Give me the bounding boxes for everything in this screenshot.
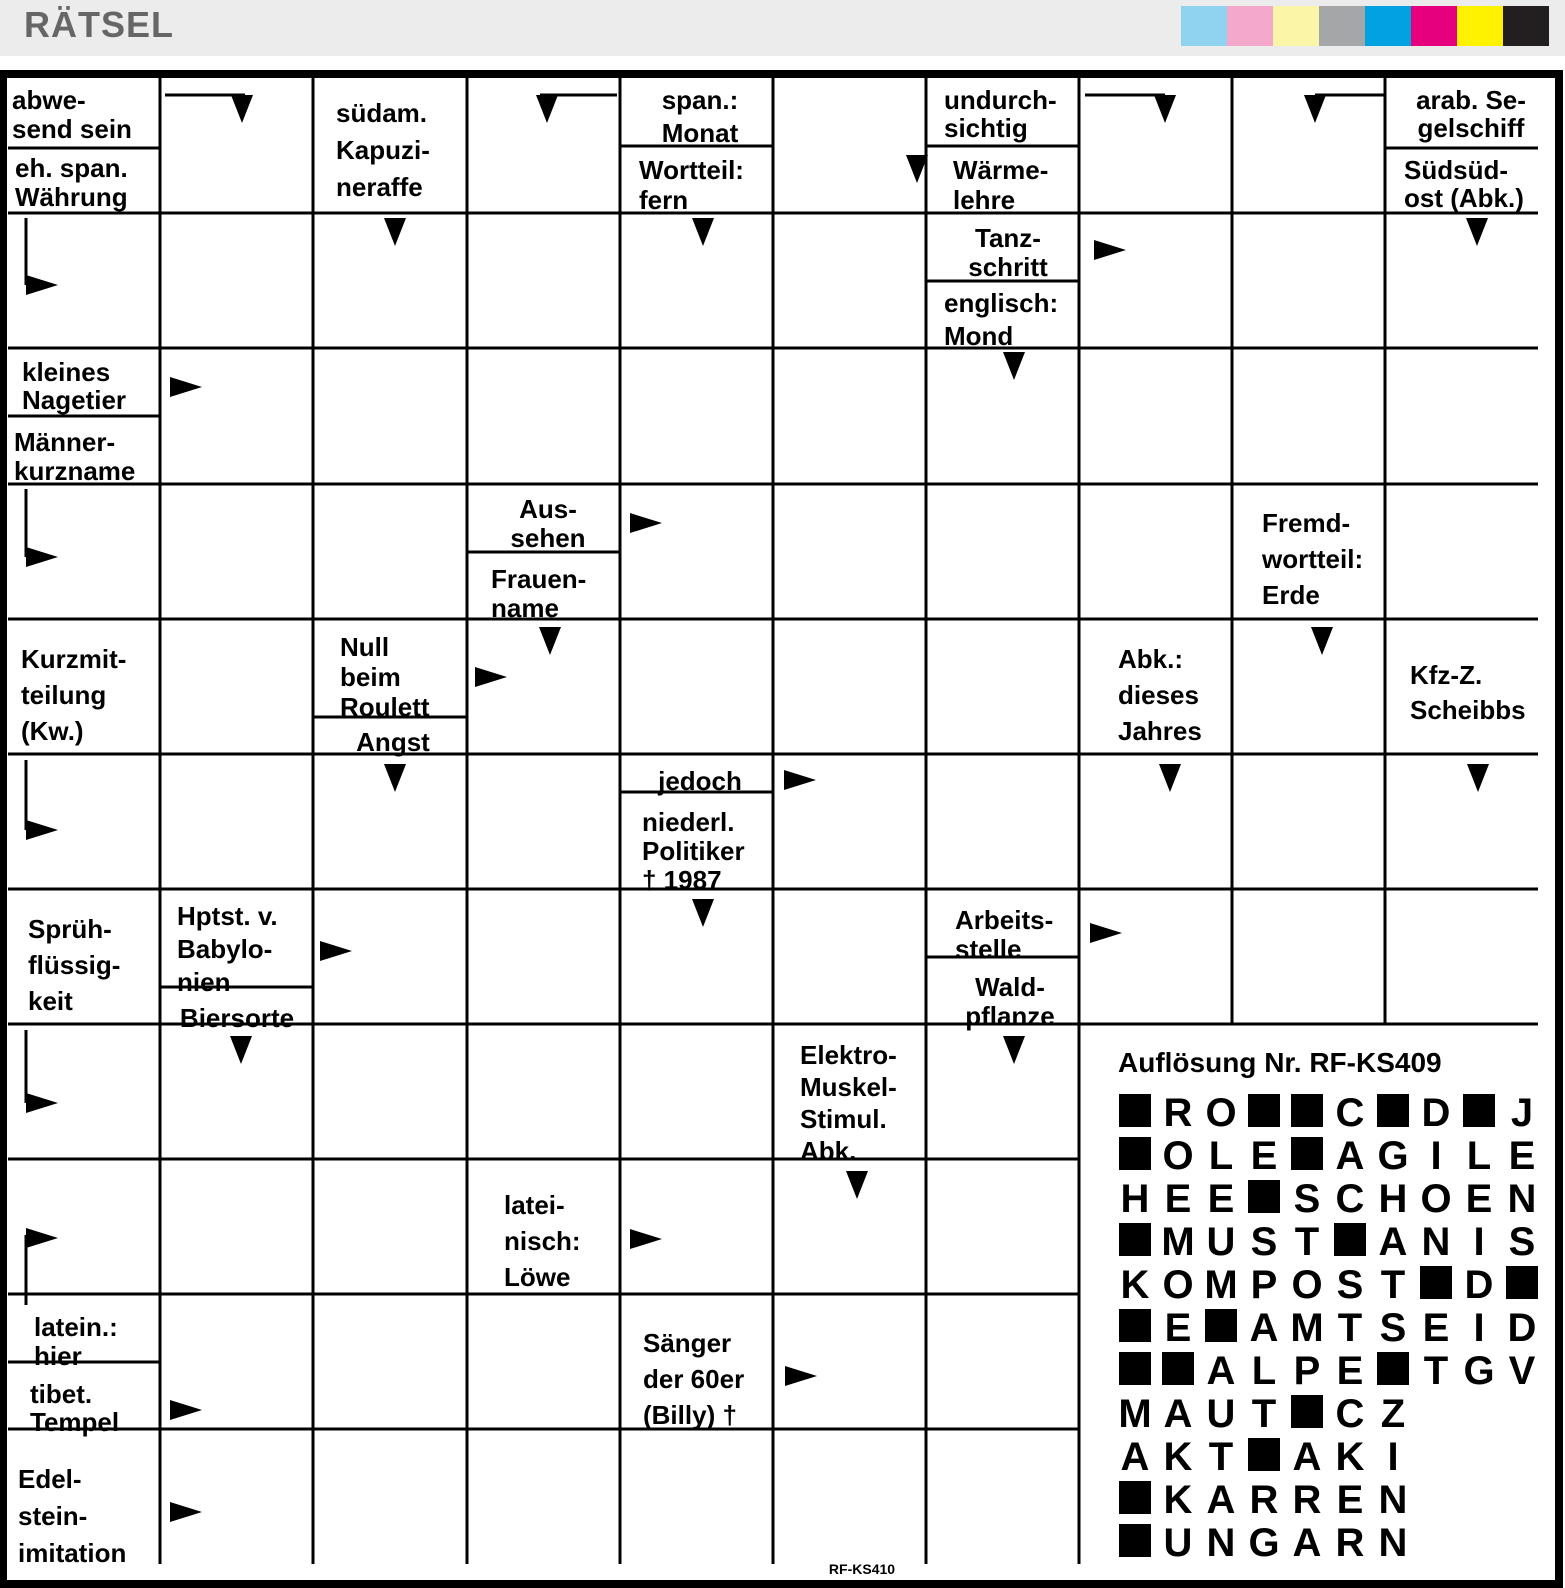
grid-cell[interactable] [1081, 891, 1230, 1022]
clue-suedsuedost: Südsüd-ost (Abk.) [1404, 155, 1524, 213]
solution-letter: A [1206, 1478, 1236, 1522]
solution-block [1162, 1352, 1194, 1385]
solution-letter: I [1473, 1306, 1485, 1350]
grid-cell[interactable] [1234, 215, 1383, 346]
grid-cell[interactable] [162, 486, 311, 617]
grid-cell[interactable] [928, 621, 1077, 752]
grid-cell[interactable] [1081, 350, 1230, 482]
grid-cell[interactable] [1081, 756, 1230, 887]
solution-letter: D [1464, 1263, 1494, 1307]
solution-block [1506, 1266, 1538, 1299]
clue-eh-span-waehrung: eh. span. Währung [15, 153, 128, 212]
clue-waldpflanze: Wald-pflanze [965, 972, 1055, 1031]
solution-letter: S [1336, 1263, 1364, 1307]
solution-letter: N [1421, 1220, 1451, 1264]
solution-letter: E [1465, 1177, 1493, 1221]
solution-block [1334, 1223, 1366, 1256]
solution-letter: M [1204, 1263, 1238, 1307]
grid-cell[interactable] [928, 1296, 1077, 1427]
solution-letter: K [1335, 1435, 1365, 1479]
solution-letter: D [1421, 1091, 1451, 1135]
grid-cell[interactable] [1387, 891, 1536, 1022]
solution-letter: S [1379, 1306, 1407, 1350]
grid-cell[interactable] [315, 1431, 465, 1562]
grid-cell[interactable] [622, 1431, 771, 1562]
clue-spruehfluessigkeit: Sprüh-flüssig-keit [28, 914, 121, 1016]
grid-cell[interactable] [162, 215, 311, 346]
grid-cell[interactable] [622, 486, 771, 617]
solution-letter: R [1249, 1478, 1279, 1522]
page-title: RÄTSEL [24, 4, 174, 45]
solution-letter: N [1378, 1521, 1408, 1565]
solution-letter: O [1162, 1134, 1194, 1178]
clue-edelsteinimitation: Edel-stein-imitation [18, 1464, 127, 1568]
grid-cell[interactable] [10, 1161, 158, 1292]
solution-letter: K [1163, 1478, 1193, 1522]
grid-cell[interactable] [928, 1161, 1077, 1292]
solution-block [1377, 1094, 1409, 1127]
solution-block [1119, 1309, 1151, 1342]
solution-block [1205, 1309, 1237, 1342]
grid-cell[interactable] [162, 621, 311, 752]
solution-letter: A [1120, 1435, 1150, 1479]
solution-letter: M [1290, 1306, 1324, 1350]
clue-tibet-tempel: tibet. Tempel [30, 1379, 120, 1437]
solution-block [1248, 1180, 1280, 1213]
grid-cell[interactable] [928, 1026, 1077, 1157]
grid-cell[interactable] [315, 215, 465, 346]
solution-letter: A [1335, 1134, 1365, 1178]
solution-letter: E [1164, 1177, 1192, 1221]
solution-title: Auflösung Nr. RF-KS409 [1118, 1047, 1442, 1078]
grid-cell[interactable] [469, 756, 618, 887]
grid-cell[interactable] [1234, 891, 1383, 1022]
solution-letter: O [1205, 1091, 1237, 1135]
grid-cell[interactable] [315, 486, 465, 617]
clue-lateinisch-loewe: latei-nisch: Löwe [504, 1190, 581, 1292]
solution-block [1119, 1223, 1151, 1256]
solution-letter: H [1378, 1177, 1408, 1221]
solution-letter: E [1508, 1134, 1536, 1178]
solution-letter: H [1120, 1177, 1150, 1221]
solution-letter: C [1335, 1177, 1365, 1221]
solution-letter: M [1118, 1392, 1152, 1436]
grid-cell[interactable] [469, 215, 618, 346]
grid-cell[interactable] [10, 756, 158, 887]
solution-letter: A [1163, 1392, 1193, 1436]
solution-letter: I [1387, 1435, 1399, 1479]
clue-hptst-babylonien: Hptst. v. Babylo-nien [177, 901, 278, 997]
grid-cell[interactable] [10, 1026, 158, 1157]
clue-span-monat: span.: Monat [661, 85, 739, 148]
solution-letter: T [1208, 1435, 1234, 1479]
grid-cell[interactable] [162, 1161, 311, 1292]
clue-null-beim-roulett: Null beim Roulett [340, 632, 430, 722]
clue-latein-hier: latein.: hier [34, 1312, 118, 1371]
solution-letter: J [1510, 1091, 1534, 1135]
solution-block [1291, 1137, 1323, 1170]
grid-cell[interactable] [775, 621, 924, 752]
grid-cell[interactable] [1234, 621, 1383, 752]
solution-letter: O [1420, 1177, 1452, 1221]
solution-letter: T [1380, 1263, 1406, 1307]
solution-letter: I [1430, 1134, 1442, 1178]
clue-undurchsichtig: undurch-sichtig [944, 85, 1057, 143]
clue-abwesend-sein: abwe-send sein [12, 85, 132, 144]
solution-letter: V [1508, 1349, 1536, 1393]
grid-cell[interactable] [162, 1431, 311, 1562]
solution-letter: N [1378, 1478, 1408, 1522]
solution-block [1119, 1094, 1151, 1127]
grid-cell[interactable] [775, 1296, 924, 1427]
grid-cell[interactable] [775, 1161, 924, 1292]
solution-letter: R [1163, 1091, 1193, 1135]
solution-letter: T [1337, 1306, 1363, 1350]
solution-block [1119, 1352, 1151, 1385]
grid-cell[interactable] [1234, 756, 1383, 887]
solution-block [1119, 1137, 1151, 1170]
solution-letter: A [1206, 1349, 1236, 1393]
solution-letter: N [1206, 1521, 1236, 1565]
clue-arab-segelschiff: arab. Se-gelschiff [1416, 85, 1526, 143]
solution-letter: K [1120, 1263, 1150, 1307]
grid-cell[interactable] [1387, 486, 1536, 617]
solution-letter: S [1293, 1177, 1321, 1221]
solution-letter: E [1336, 1478, 1364, 1522]
clue-biersorte: Biersorte [179, 1003, 295, 1033]
solution-block [1248, 1094, 1280, 1127]
clue-abk-dieses-jahres: Abk.: dieses Jahres [1118, 644, 1202, 746]
clue-tanzschritt: Tanz-schritt [968, 223, 1048, 282]
solution-letter: E [1250, 1134, 1278, 1178]
solution-letter: L [1251, 1349, 1277, 1393]
clue-kurzmitteilung: Kurzmit-teilung (Kw.) [21, 644, 127, 746]
grid-cell[interactable] [469, 1026, 618, 1157]
solution-letter: R [1292, 1478, 1322, 1522]
grid-cell[interactable] [469, 1431, 618, 1562]
grid-cell[interactable] [1234, 350, 1383, 482]
grid-cell[interactable] [1387, 756, 1536, 887]
grid-cell[interactable] [928, 486, 1077, 617]
solution-letter: A [1249, 1306, 1279, 1350]
grid-cell[interactable] [622, 215, 771, 346]
solution-block [1420, 1266, 1452, 1299]
solution-letter: G [1248, 1521, 1280, 1565]
grid-cell[interactable] [775, 1431, 924, 1562]
solution-letter: L [1208, 1134, 1234, 1178]
grid-cell[interactable] [469, 350, 618, 482]
solution-letter: U [1206, 1220, 1236, 1264]
solution-letter: A [1292, 1521, 1322, 1565]
grid-cell[interactable] [162, 350, 311, 482]
grid-cell[interactable] [315, 350, 465, 482]
clue-aussehen: Aus-sehen [510, 494, 586, 553]
grid-cell[interactable] [622, 1026, 771, 1157]
solution-letter: R [1335, 1521, 1365, 1565]
grid-cell[interactable] [1081, 215, 1230, 346]
clue-maennerkurzname: Männer-kurzname [14, 427, 136, 486]
clue-fremdwortteil-erde: Fremd-wortteil: Erde [1262, 508, 1364, 610]
clue-saenger-60er: Sänger der 60er (Billy) † [643, 1328, 745, 1430]
solution-letter: C [1335, 1091, 1365, 1135]
grid-cell[interactable] [315, 1026, 465, 1157]
solution-letter: E [1422, 1306, 1450, 1350]
solution-letter: K [1163, 1435, 1193, 1479]
solution-letter: U [1163, 1521, 1193, 1565]
grid-cell[interactable] [315, 1161, 465, 1292]
grid-cell[interactable] [469, 1296, 618, 1427]
grid-cell[interactable] [622, 621, 771, 752]
clue-suedam-kapuzineraffe: südam. Kapuzi-neraffe [336, 98, 430, 202]
solution-letter: O [1162, 1263, 1194, 1307]
grid-cell[interactable] [1081, 486, 1230, 617]
grid-cell[interactable] [928, 756, 1077, 887]
grid-cell[interactable] [928, 350, 1077, 482]
puzzle-code: RF-KS410 [828, 1561, 896, 1577]
clue-kleines-nagetier: kleines Nagetier [22, 357, 127, 415]
solution-block [1463, 1094, 1495, 1127]
solution-letter: G [1463, 1349, 1495, 1393]
solution-letter: D [1507, 1306, 1537, 1350]
grid-cell[interactable] [622, 891, 771, 1022]
solution-letter: T [1423, 1349, 1449, 1393]
grid-cell[interactable] [775, 486, 924, 617]
solution-block [1119, 1481, 1151, 1514]
clue-jedoch: jedoch [658, 766, 742, 796]
grid-cell[interactable] [469, 891, 618, 1022]
clue-angst: Angst [356, 727, 430, 757]
solution-letter: C [1335, 1392, 1365, 1436]
clue-englisch-mond: englisch: Mond [944, 288, 1059, 351]
clue-waermelehre: Wärme-lehre [953, 155, 1049, 215]
grid-cell[interactable] [315, 891, 465, 1022]
solution-letter: N [1507, 1177, 1537, 1221]
grid-cell[interactable] [1387, 215, 1536, 346]
solution-letter: P [1293, 1349, 1321, 1393]
clue-arbeitsstelle: Arbeits-stelle [955, 905, 1054, 964]
solution-letter: A [1292, 1435, 1322, 1479]
clue-kfz-scheibbs: Kfz-Z. Scheibbs [1410, 660, 1526, 725]
grid-cell[interactable] [622, 1161, 771, 1292]
grid-cell[interactable] [775, 80, 924, 211]
grid-cell[interactable] [1387, 350, 1536, 482]
grid-cell[interactable] [1081, 80, 1230, 211]
solution-block [1291, 1094, 1323, 1127]
grid-cell[interactable] [928, 1431, 1077, 1562]
solution-block [1377, 1352, 1409, 1385]
solution-letter: U [1206, 1392, 1236, 1436]
solution-block [1119, 1524, 1151, 1557]
solution-letter: M [1161, 1220, 1195, 1264]
solution-letter: E [1207, 1177, 1235, 1221]
clue-elektro-muskel: Elektro-Muskel-Stimul. Abk. [800, 1040, 897, 1166]
solution-letter: P [1250, 1263, 1278, 1307]
solution-letter: I [1473, 1220, 1485, 1264]
clue-frauenname: Frauen-name [491, 564, 587, 623]
solution-letter: T [1294, 1220, 1320, 1264]
solution-letter: O [1291, 1263, 1323, 1307]
grid-cell[interactable] [775, 891, 924, 1022]
solution-letter: A [1378, 1220, 1408, 1264]
solution-letter: E [1336, 1349, 1364, 1393]
solution-letter: G [1377, 1134, 1409, 1178]
solution-letter: L [1466, 1134, 1492, 1178]
grid-cell[interactable] [469, 621, 618, 752]
grid-cell[interactable] [622, 350, 771, 482]
solution-letter: E [1164, 1306, 1192, 1350]
grid-cell[interactable] [775, 350, 924, 482]
grid-cell[interactable] [162, 756, 311, 887]
solution-block [1291, 1395, 1323, 1428]
solution-block [1248, 1438, 1280, 1471]
grid-cell[interactable] [775, 215, 924, 346]
solution-letter: Z [1380, 1392, 1406, 1436]
clue-wortteil-fern: Wortteil: fern [639, 155, 744, 215]
clue-niederl-politiker: niederl. Politiker † 1987 [642, 807, 745, 895]
solution-letter: S [1250, 1220, 1278, 1264]
solution-letter: S [1508, 1220, 1536, 1264]
grid-cell[interactable] [315, 1296, 465, 1427]
solution-letter: T [1251, 1392, 1277, 1436]
